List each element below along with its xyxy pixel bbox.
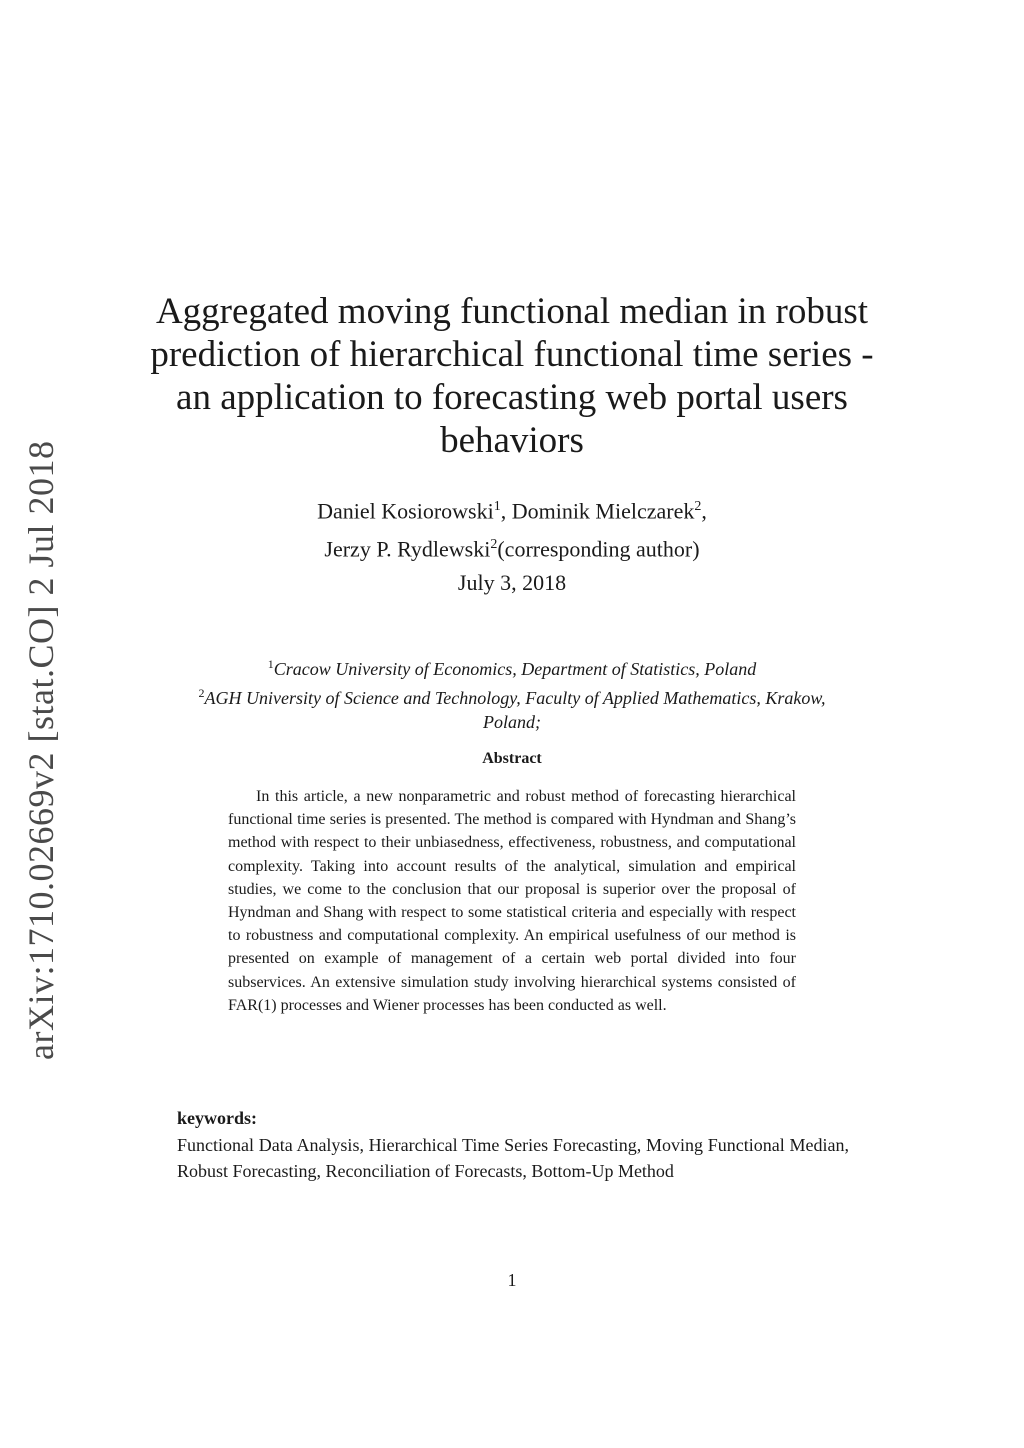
author-name: Daniel Kosiorowski (317, 498, 494, 524)
affiliations (176, 652, 848, 734)
affiliation-2: AGH University of Science and Technology, Faculty of Applied Mathematics, Krakow, Poland; (204, 688, 826, 732)
author-list (150, 490, 874, 567)
page-number: 1 (507, 1270, 517, 1290)
author-separator: , (500, 498, 512, 524)
author-affiliation-mark: 1 (493, 499, 501, 514)
author-name: Dominik Mielczarek (511, 498, 695, 524)
affiliation-1: Cracow University of Economics, Department of Statistics, Poland (273, 659, 757, 679)
affiliation-mark: 1 (267, 657, 274, 671)
author-separator: , (701, 498, 707, 524)
publication-date: July 3, 2018 (457, 570, 567, 595)
author-name: Jerzy P. Rydlewski (324, 536, 491, 562)
abstract-heading: Abstract (482, 750, 542, 767)
arxiv-identifier-stamp: arXiv:1710.02669v2 [stat.CO] 2 Jul 2018 (21, 440, 61, 1060)
corresponding-author-note: (corresponding author) (497, 536, 700, 562)
paper-title: Aggregated moving functional median in robust prediction of hierarchical functional time series - an application to forecasting web portal users behaviors (150, 291, 874, 461)
author-affiliation-mark: 2 (694, 499, 702, 514)
affiliation-mark: 2 (198, 686, 205, 700)
abstract-text: In this article, a new nonparametric and robust method of forecasting hierarchical functional time series is presented. The method is compared with Hyndman and Shang’s method with respect to their unbiasedness, effectiveness, robustness, and computational complexity. Taking into account results of the analytical, simulation and empirical studies, we come to the conclusion that our proposal is superior over the proposal of Hyndman and Shang with respect to some statistical criteria and especially with respect to robustness and computational complexity. An empirical usefulness of our method is presented on example of management of a certain web portal divided into four subservices. An extensive simulation study involving hierarchical systems consisted of FAR(1) processes and Wiener processes has been conducted as well. (228, 788, 796, 1014)
keywords-text: Functional Data Analysis, Hierarchical Time Series Forecasting, Moving Functional Median, Robust Forecasting, Reconciliation of Forecasts, Bottom-Up Method (177, 1135, 849, 1181)
keywords-label: keywords: (177, 1108, 257, 1128)
author-affiliation-mark: 2 (490, 537, 498, 553)
